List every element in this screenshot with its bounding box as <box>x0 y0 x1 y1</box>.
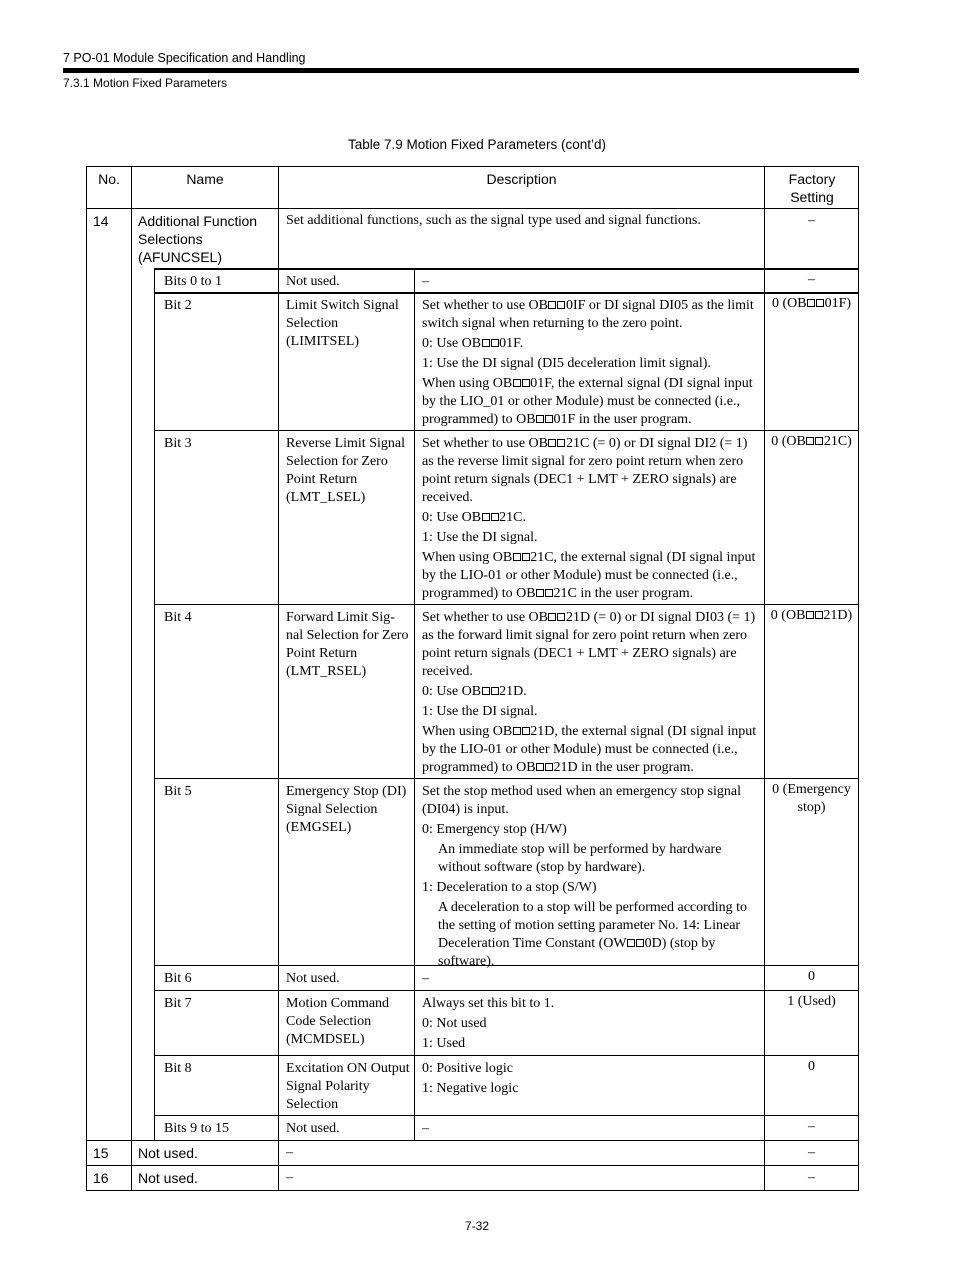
bit-label: Bit 2 <box>164 298 192 313</box>
bit-name: Motion Command Code Selection (MCMDSEL) <box>286 996 390 1047</box>
description-paragraph: Set whether to use OB 21D (= 0) or DI signal DI03 (= 1) as the forward limit signal for zero point return when zero point return signals (DEC1 + LMT + ZERO signals) are received. <box>422 610 756 679</box>
param-description: – <box>286 1145 293 1160</box>
row-divider <box>154 1115 858 1116</box>
bit-description <box>422 1120 760 1140</box>
section-header: 7.3.1 Motion Fixed Parameters <box>63 76 228 90</box>
param-description: Set additional functions, such as the signal type used and signal functions. <box>286 213 701 228</box>
square-placeholder-icon <box>545 763 553 771</box>
square-placeholder-icon <box>536 415 544 423</box>
description-paragraph: 1: Use the DI signal. <box>422 704 538 719</box>
param-description: – <box>286 1170 293 1185</box>
col-divider <box>154 269 155 1141</box>
bit-label: Bit 8 <box>164 1061 192 1076</box>
col-divider <box>278 167 279 1190</box>
bit-label: Bits 0 to 1 <box>164 274 222 289</box>
description-paragraph: Set whether to use OB 0IF or DI signal DI05 as the limit switch signal when returning to the zero point. <box>422 298 754 331</box>
bit-description <box>422 297 760 431</box>
bit-name: Excitation ON Output Signal Polarity Selection <box>286 1061 410 1112</box>
description-paragraph: – <box>422 971 429 986</box>
square-placeholder-icon <box>806 437 814 445</box>
square-placeholder-icon <box>513 379 521 387</box>
motion-fixed-parameters-table <box>86 166 859 1191</box>
square-placeholder-icon <box>513 727 521 735</box>
square-placeholder-icon <box>557 439 565 447</box>
factory-setting: – <box>808 272 815 287</box>
description-paragraph: 1: Used <box>422 1036 466 1051</box>
square-placeholder-icon <box>815 611 823 619</box>
factory-setting: 0 (Emergency stop) <box>772 782 851 815</box>
square-placeholder-icon <box>536 763 544 771</box>
param-name: Not used. <box>138 1170 198 1186</box>
bit-name: Not used. <box>286 274 340 289</box>
bit-label: Bit 6 <box>164 971 192 986</box>
factory-setting: 0 (OB 21D) <box>770 608 853 623</box>
description-paragraph: 0: Use OB 21C. <box>422 510 526 525</box>
bit-name: Not used. <box>286 1121 340 1136</box>
column-header-description: Description <box>486 171 557 187</box>
bit-label: Bit 5 <box>164 784 192 799</box>
bit-label: Bit 3 <box>164 436 192 451</box>
factory-setting: 1 (Used) <box>787 994 836 1009</box>
square-placeholder-icon <box>548 439 556 447</box>
description-paragraph: 0: Use OB 21D. <box>422 684 527 699</box>
square-placeholder-icon <box>548 301 556 309</box>
bit-label: Bit 4 <box>164 610 192 625</box>
description-paragraph: 1: Deceleration to a stop (S/W) <box>422 880 597 895</box>
factory-setting: 0 <box>808 1059 815 1074</box>
description-paragraph: – <box>422 274 429 289</box>
square-placeholder-icon <box>807 299 815 307</box>
square-placeholder-icon <box>545 589 553 597</box>
table-caption: Table 7.9 Motion Fixed Parameters (cont’d) <box>347 137 607 152</box>
param-name: Additional Function Selections (AFUNCSEL) <box>138 213 258 265</box>
bit-description <box>422 435 760 605</box>
square-placeholder-icon <box>815 437 823 445</box>
description-paragraph: A deceleration to a stop will be performed according to the setting of motion setting parameter No. 14: Linear Deceleration Time Constant (OW 0D) (stop by software). <box>438 900 748 969</box>
square-placeholder-icon <box>491 687 499 695</box>
description-paragraph: When using OB 21D, the external signal (DI signal input by the LIO-01 or other Module) must be connected (i.e., programmed) to OB 21D in the user program. <box>422 724 757 775</box>
square-placeholder-icon <box>627 939 635 947</box>
col-divider <box>764 167 765 1190</box>
square-placeholder-icon <box>482 687 490 695</box>
col-divider <box>131 167 132 1190</box>
square-placeholder-icon <box>816 299 824 307</box>
description-paragraph: 0: Positive logic <box>422 1061 513 1076</box>
factory-setting: – <box>808 1145 815 1160</box>
square-placeholder-icon <box>522 553 530 561</box>
square-placeholder-icon <box>557 301 565 309</box>
row-divider <box>154 1055 858 1056</box>
bit-label: Bit 7 <box>164 996 192 1011</box>
description-paragraph: An immediate stop will be performed by hardware without software (stop by hardware). <box>438 842 722 875</box>
factory-setting: 0 (OB 01F) <box>771 296 852 311</box>
square-placeholder-icon <box>482 513 490 521</box>
bit-name: Reverse Limit Signal Selection for Zero Point Return (LMT_LSEL) <box>286 436 405 505</box>
header-rule <box>63 68 859 73</box>
col-divider <box>414 269 415 1141</box>
square-placeholder-icon <box>522 379 530 387</box>
description-paragraph: Set the stop method used when an emergency stop signal (DI04) is input. <box>422 784 741 817</box>
square-placeholder-icon <box>522 727 530 735</box>
square-placeholder-icon <box>513 553 521 561</box>
factory-setting: – <box>808 213 815 228</box>
column-header-no: No. <box>98 171 120 187</box>
description-paragraph: 0: Emergency stop (H/W) <box>422 822 567 837</box>
bit-description <box>422 995 760 1055</box>
bit-description <box>422 1060 760 1100</box>
square-placeholder-icon <box>545 415 553 423</box>
description-paragraph: 0: Not used <box>422 1016 487 1031</box>
factory-setting: 0 <box>808 969 815 984</box>
param-no: 14 <box>93 213 109 229</box>
bit-name: Forward Limit Sig- nal Selection for Zero Point Return (LMT_RSEL) <box>286 610 409 679</box>
column-header-name: Name <box>186 171 224 187</box>
page-number: 7-32 <box>464 1219 490 1233</box>
row-divider <box>154 990 858 991</box>
square-placeholder-icon <box>636 939 644 947</box>
square-placeholder-icon <box>491 339 499 347</box>
param-name: Not used. <box>138 1145 198 1161</box>
description-paragraph: – <box>422 1121 429 1136</box>
bit-name: Not used. <box>286 971 340 986</box>
description-paragraph: 1: Use the DI signal. <box>422 530 538 545</box>
description-paragraph: When using OB 01F, the external signal (DI signal input by the LIO_01 or other Module) must be connected (i.e., programmed) to OB 01F in the user program. <box>422 376 753 427</box>
chapter-header: 7 PO-01 Module Specification and Handling <box>63 51 306 65</box>
bit-name: Limit Switch Signal Selection (LIMITSEL) <box>286 298 399 349</box>
bit-label: Bits 9 to 15 <box>164 1121 229 1136</box>
param-no: 16 <box>93 1170 109 1186</box>
description-paragraph: Always set this bit to 1. <box>422 996 555 1011</box>
square-placeholder-icon <box>491 513 499 521</box>
column-header-factory-setting: Factory Setting <box>788 171 836 205</box>
row-divider <box>154 268 858 270</box>
square-placeholder-icon <box>557 613 565 621</box>
description-paragraph: Set whether to use OB 21C (= 0) or DI signal DI2 (= 1) as the reverse limit signal for zero point return when zero point return signals (DEC1 + LMT + ZERO signals) are received. <box>422 436 748 505</box>
bit-description <box>422 783 760 973</box>
row-divider <box>87 1140 858 1141</box>
square-placeholder-icon <box>536 589 544 597</box>
row-divider <box>87 1165 858 1166</box>
factory-setting: – <box>808 1170 815 1185</box>
square-placeholder-icon <box>806 611 814 619</box>
bit-description <box>422 273 760 293</box>
square-placeholder-icon <box>482 339 490 347</box>
row-divider <box>87 208 858 209</box>
factory-setting: – <box>808 1119 815 1134</box>
bit-description <box>422 970 760 990</box>
bit-description <box>422 609 760 779</box>
square-placeholder-icon <box>548 613 556 621</box>
factory-setting: 0 (OB 21C) <box>771 434 852 449</box>
description-paragraph: 0: Use OB 01F. <box>422 336 524 351</box>
description-paragraph: When using OB 21C, the external signal (DI signal input by the LIO-01 or other Module) must be connected (i.e., programmed) to OB 21C in the user program. <box>422 550 756 601</box>
bit-name: Emergency Stop (DI) Signal Selection (EMGSEL) <box>286 784 407 835</box>
description-paragraph: 1: Negative logic <box>422 1081 519 1096</box>
param-no: 15 <box>93 1145 109 1161</box>
description-paragraph: 1: Use the DI signal (DI5 deceleration limit signal). <box>422 356 711 371</box>
